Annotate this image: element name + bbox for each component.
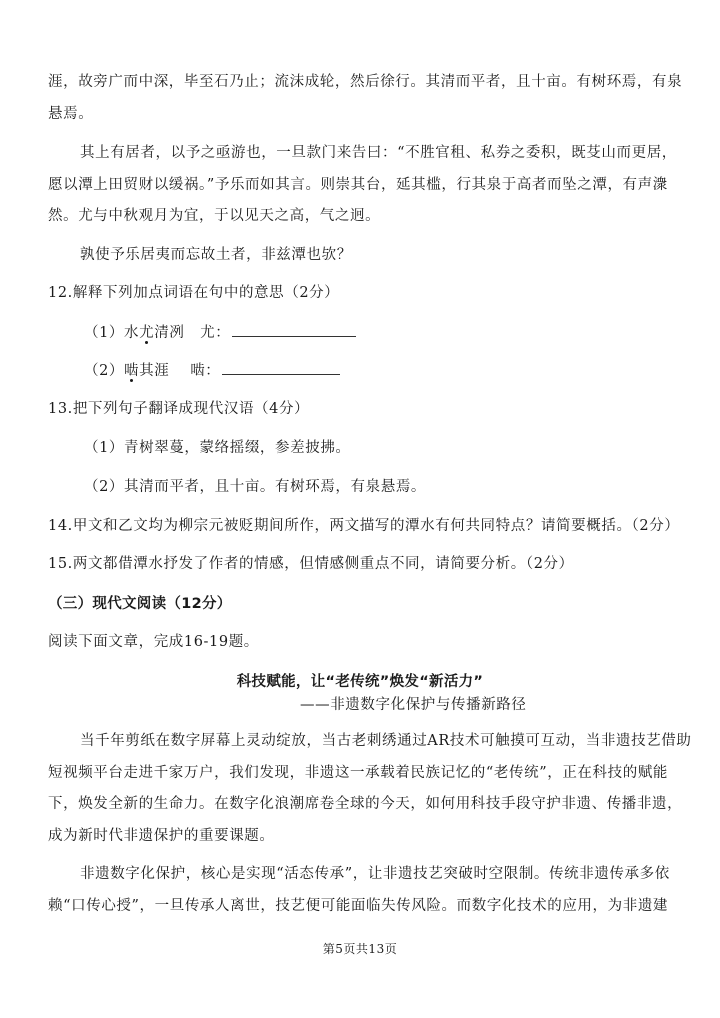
q12-1-dotted-word: 尤 <box>139 325 155 341</box>
q12-2-suffix: 其涯 <box>139 363 170 379</box>
classical-para2-line-1: 其上有居者，以予之亟游也，一旦款门来告曰：“不胜官租、私券之委积，既芟山而更居， <box>80 145 677 161</box>
q12-2-answer-blank[interactable] <box>222 360 340 375</box>
article-title: 科技赋能，让“老传统”焕发“新活力” <box>236 674 484 690</box>
article-p2-line-1: 非遗数字化保护，核心是实现“活态传承”，让非遗技艺突破时空限制。传统非遗传承多依 <box>80 866 670 882</box>
question-15: 15.两文都借潭水抒发了作者的情感，但情感侧重点不同，请简要分析。（2分） <box>48 556 574 572</box>
classical-line-1: 涯，故旁广而中深，毕至石乃止；流沫成轮，然后徐行。其清而平者，且十亩。有树环焉，有泉 <box>48 74 683 90</box>
question-13-item-2: （2）其清而平者，且十亩。有树环焉，有泉悬焉。 <box>84 479 427 495</box>
classical-para2-line-3: 然。尤与中秋观月为宜，于以见天之高，气之迥。 <box>48 208 381 224</box>
q12-1-term: 尤： <box>200 325 231 341</box>
q12-1-answer-blank[interactable] <box>232 322 356 337</box>
article-subtitle: ——非遗数字化保护与传播新路径 <box>300 697 527 713</box>
classical-para3: 孰使予乐居夷而忘故土者，非兹潭也欤？ <box>80 247 352 263</box>
q12-2-dotted-word: 啮 <box>124 363 140 379</box>
article-p1-line-2: 短视频平台走进千家万户，我们发现，非遗这一承载着民族记忆的“老传统”，正在科技的赋能 <box>48 765 669 781</box>
classical-para2-line-2: 愿以潭上田贸财以缓祸。”予乐而如其言。则崇其台，延其槛，行其泉于高者而坠之潭，有声潨 <box>48 177 668 193</box>
q12-2-term: 啮： <box>190 363 221 379</box>
question-12-item-2 <box>84 360 672 381</box>
q12-1-suffix: 清冽 <box>154 325 185 341</box>
section-heading: （三）现代文阅读（12分） <box>48 596 232 612</box>
question-13-item-1: （1）青树翠蔓，蒙络摇缀，参差披拂。 <box>84 440 351 456</box>
classical-line-2: 悬焉。 <box>48 106 94 122</box>
question-14: 14.甲文和乙文均为柳宗元被贬期间所作，两文描写的潭水有何共同特点？请简要概括。（2分） <box>48 518 680 534</box>
page-number: 第5页共13页 <box>322 942 398 956</box>
question-12-item-1 <box>84 322 672 343</box>
q12-1-prefix: （1）水 <box>84 325 140 341</box>
article-p1-line-4: 成为新时代非遗保护的重要课题。 <box>48 828 275 844</box>
q12-2-prefix: （2） <box>84 363 125 379</box>
article-p1-line-3: 下，焕发全新的生命力。在数字化浪潮席卷全球的今天，如何用科技手段守护非遗、传播非遗， <box>48 796 683 812</box>
question-12: 12.解释下列加点词语在句中的意思（2分） <box>48 285 340 301</box>
section-instruction: 阅读下面文章，完成16-19题。 <box>48 634 259 650</box>
question-13: 13.把下列句子翻译成现代汉语（4分） <box>48 401 310 417</box>
article-p2-line-2: 赖“口传心授”，一旦传承人离世，技艺便可能面临失传风险。而数字化技术的应用，为非遗建 <box>48 898 669 914</box>
article-p1-line-1: 当千年剪纸在数字屏幕上灵动绽放，当古老刺绣通过AR技术可触摸可互动，当非遗技艺借助 <box>80 733 692 749</box>
